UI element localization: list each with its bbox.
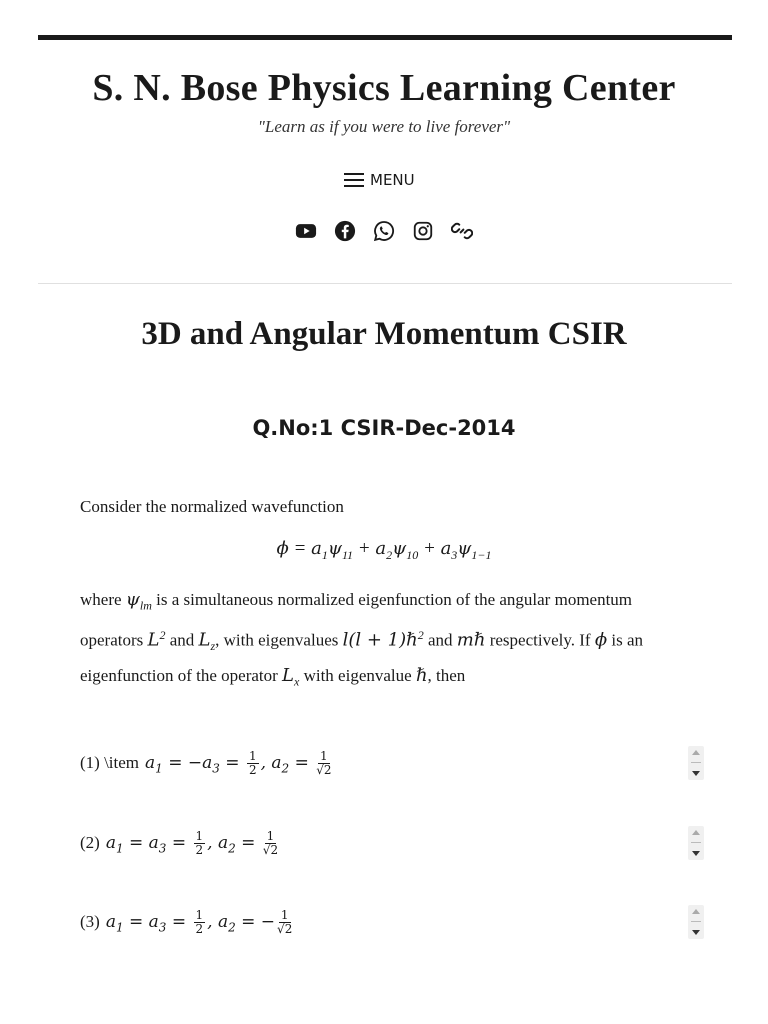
- arrow-up-icon[interactable]: [692, 750, 700, 755]
- instagram-icon[interactable]: [412, 219, 435, 242]
- body-text: and: [423, 630, 457, 650]
- body-text: where: [80, 590, 122, 609]
- fraction-one-half: $\frac{1}{2}$: [195, 828, 204, 857]
- site-tagline: "Learn as if you were to live forever": [257, 117, 511, 136]
- body-text: is a simultaneous normalized eigenfunction of the angular momentum operators: [80, 590, 633, 650]
- youtube-icon[interactable]: [295, 219, 318, 242]
- answer-option-3: [80, 905, 704, 939]
- option-label: (2): [80, 833, 100, 852]
- arrow-up-icon[interactable]: [692, 830, 700, 835]
- arrow-down-icon[interactable]: [692, 851, 700, 856]
- option-2-spinner[interactable]: [688, 826, 704, 860]
- menu-label: MENU: [370, 171, 415, 189]
- option-label: (3): [80, 912, 100, 931]
- answer-option-2: [80, 826, 704, 860]
- fraction-one-over-root-two: $\frac{1}{√2}$: [316, 748, 332, 777]
- arrow-down-icon[interactable]: [692, 771, 700, 776]
- psi-subscript: lm: [139, 598, 152, 613]
- question-title: Q.No:1 CSIR-Dec-2014: [252, 416, 516, 440]
- facebook-icon[interactable]: [334, 219, 357, 242]
- fraction-one-over-root-two: $\frac{1}{√2}$: [277, 907, 293, 936]
- body-text: respectively. If: [485, 630, 595, 650]
- page-title: 3D and Angular Momentum CSIR: [141, 316, 627, 352]
- arrow-up-icon[interactable]: [692, 909, 700, 914]
- body-text: , then: [427, 666, 466, 686]
- fraction-one-half: $\frac{1}{2}$: [248, 748, 257, 777]
- menu-toggle-button[interactable]: [344, 168, 415, 192]
- social-links: [0, 219, 768, 242]
- lx-subscript: x: [294, 674, 300, 689]
- phi-symbol: ϕ: [594, 629, 608, 651]
- body-text: with eigenvalue: [299, 666, 416, 686]
- question-body: [80, 585, 670, 697]
- arrow-down-icon[interactable]: [692, 930, 700, 935]
- lx-symbol: L: [282, 665, 294, 687]
- l-squared-symbol: L: [147, 629, 160, 651]
- whatsapp-icon[interactable]: [373, 219, 396, 242]
- l-superscript: 2: [159, 627, 166, 642]
- hamburger-icon: [344, 173, 364, 187]
- body-text: , with eigenvalues: [215, 630, 343, 650]
- fraction-one-over-root-two: $\frac{1}{√2}$: [262, 828, 279, 857]
- option-expression: $a_1 = a_3$ = $\frac{1}{2}$ , $a_2$ = $\frac{1}{√2}$: [105, 828, 279, 857]
- eigenvalue-superscript: 2: [417, 627, 424, 642]
- lz-subscript: z: [210, 638, 216, 653]
- psi-symbol: ψ: [125, 589, 140, 610]
- eigenvalue-l: l(l + 1)ℏ: [342, 629, 418, 651]
- site-title[interactable]: S. N. Bose Physics Learning Center: [92, 67, 676, 109]
- option-expression: $a_1 = -a_3$ = $\frac{1}{2}$ , $a_2$ = $\frac{1}{√2}$: [145, 748, 332, 777]
- eigenvalue-m: mℏ: [456, 629, 486, 651]
- body-text: and: [165, 630, 199, 650]
- option-3-spinner[interactable]: [688, 905, 704, 939]
- hbar-symbol: ℏ: [415, 665, 428, 687]
- top-border-rule: [38, 35, 732, 40]
- answer-option-1: [80, 746, 704, 780]
- body-text: is an eigenfunction of the operator: [80, 630, 643, 686]
- option-1-spinner[interactable]: [688, 746, 704, 780]
- fraction-one-half: $\frac{1}{2}$: [195, 907, 204, 936]
- link-icon[interactable]: [451, 219, 474, 242]
- intro-text: Consider the normalized wavefunction: [80, 497, 344, 516]
- wavefunction-equation: $\phi = a_1\psi_{11} + a_2\psi_{10} + a_3\psi_{1-1}$: [276, 538, 492, 562]
- option-expression: $a_1 = a_3$ = $\frac{1}{2}$ , $a_2$ = − $\frac{1}{√2}$: [105, 907, 293, 936]
- header-divider: [38, 283, 732, 284]
- option-label: (1) \item: [80, 753, 140, 772]
- lz-symbol: L: [198, 629, 211, 651]
